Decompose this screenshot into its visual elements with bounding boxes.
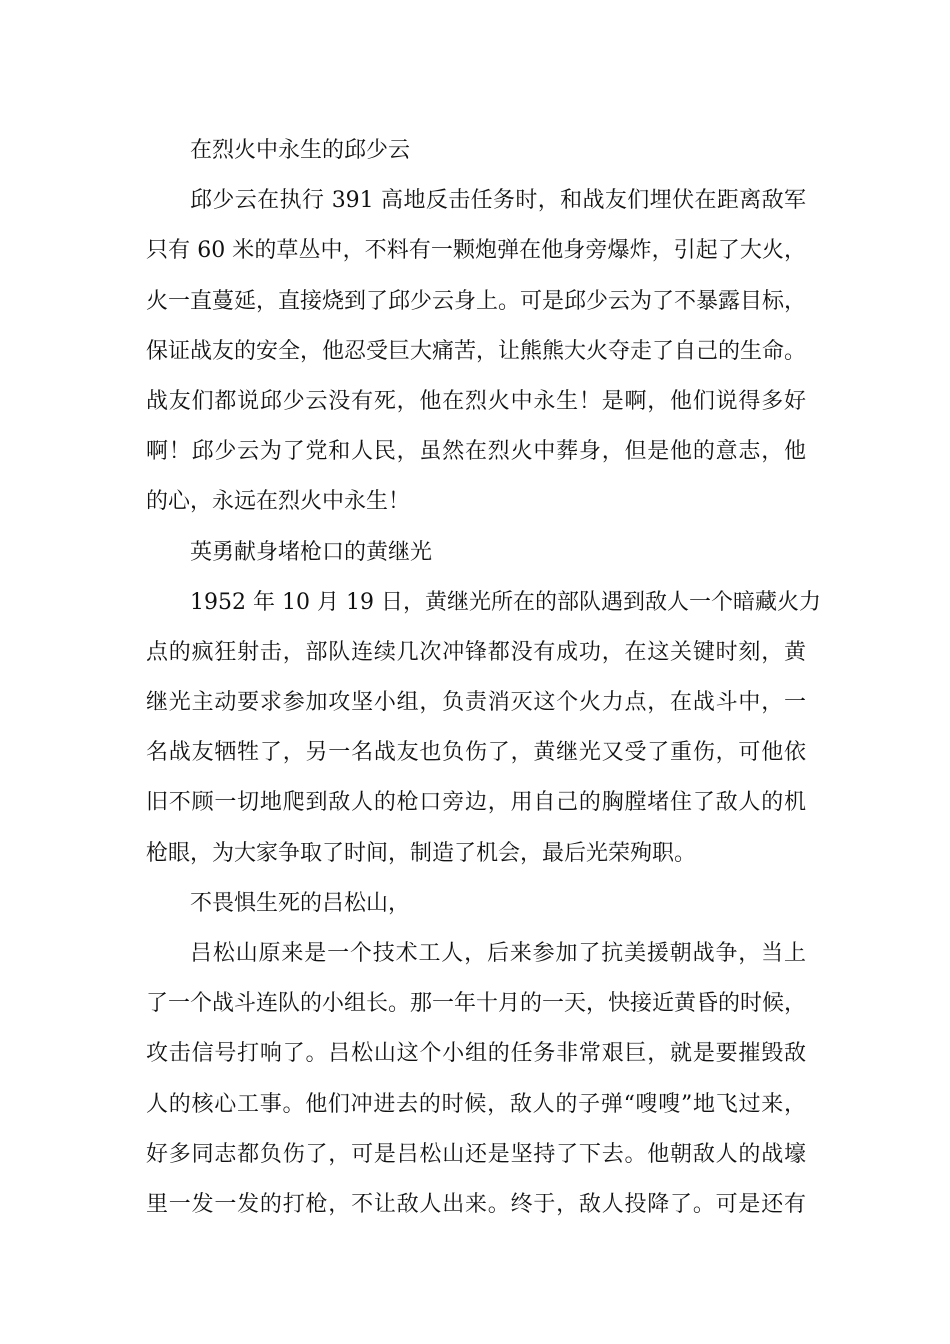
paragraph-line: 点的疯狂射击，部队连续几次冲锋都没有成功，在这关键时刻，黄 — [146, 639, 806, 665]
heading-huang-jiguang: 英勇献身堵枪口的黄继光 — [190, 539, 433, 565]
paragraph-line: 只有 60 米的草丛中，不料有一颗炮弹在他身旁爆炸，引起了大火， — [146, 238, 806, 264]
paragraph-line: 里一发一发的打枪，不让敌人出来。终于，敌人投降了。可是还有 — [146, 1191, 806, 1217]
document-body — [146, 126, 821, 1230]
paragraph-line: 攻击信号打响了。吕松山这个小组的任务非常艰巨，就是要摧毁敌 — [146, 1041, 806, 1067]
paragraph-line: 了一个战斗连队的小组长。那一年十月的一天，快接近黄昏的时候， — [146, 991, 807, 1017]
paragraph-line: 人的核心工事。他们冲进去的时候，敌人的子弹“嗖嗖”地飞过来， — [146, 1091, 806, 1117]
paragraph-line: 好多同志都负伤了，可是吕松山还是坚持了下去。他朝敌人的战壕 — [146, 1141, 806, 1167]
paragraph-line: 的心，永远在烈火中永生！ — [146, 489, 411, 515]
paragraph-line: 1952 年 10 月 19 日，黄继光所在的部队遇到敌人一个暗藏火力 — [190, 589, 821, 615]
paragraph-line: 火一直蔓延，直接烧到了邱少云身上。可是邱少云为了不暴露目标， — [146, 288, 807, 314]
paragraph-line: 保证战友的安全，他忍受巨大痛苦，让熊熊大火夺走了自己的生命。 — [146, 338, 807, 364]
paragraph-line: 旧不顾一切地爬到敌人的枪口旁边，用自己的胸膛堵住了敌人的机 — [146, 790, 806, 816]
heading-qiu-shaoyun: 在烈火中永生的邱少云 — [190, 138, 411, 163]
paragraph-line: 啊！邱少云为了党和人民，虽然在烈火中葬身，但是他的意志，他 — [146, 439, 806, 465]
paragraph-line: 邱少云在执行 391 高地反击任务时，和战友们埋伏在距离敌军 — [190, 188, 806, 214]
paragraph-line: 继光主动要求参加攻坚小组，负责消灭这个火力点，在战斗中，一 — [146, 690, 806, 716]
heading-lv-songshan: 不畏惧生死的吕松山， — [190, 890, 411, 916]
paragraph-line: 名战友牺牲了，另一名战友也负伤了，黄继光又受了重伤，可他依 — [146, 740, 806, 766]
paragraph-line: 吕松山原来是一个技术工人，后来参加了抗美援朝战争，当上 — [190, 941, 806, 966]
paragraph-line: 战友们都说邱少云没有死，他在烈火中永生！是啊，他们说得多好 — [146, 388, 806, 414]
paragraph-line: 枪眼，为大家争取了时间，制造了机会，最后光荣殉职。 — [146, 840, 697, 866]
